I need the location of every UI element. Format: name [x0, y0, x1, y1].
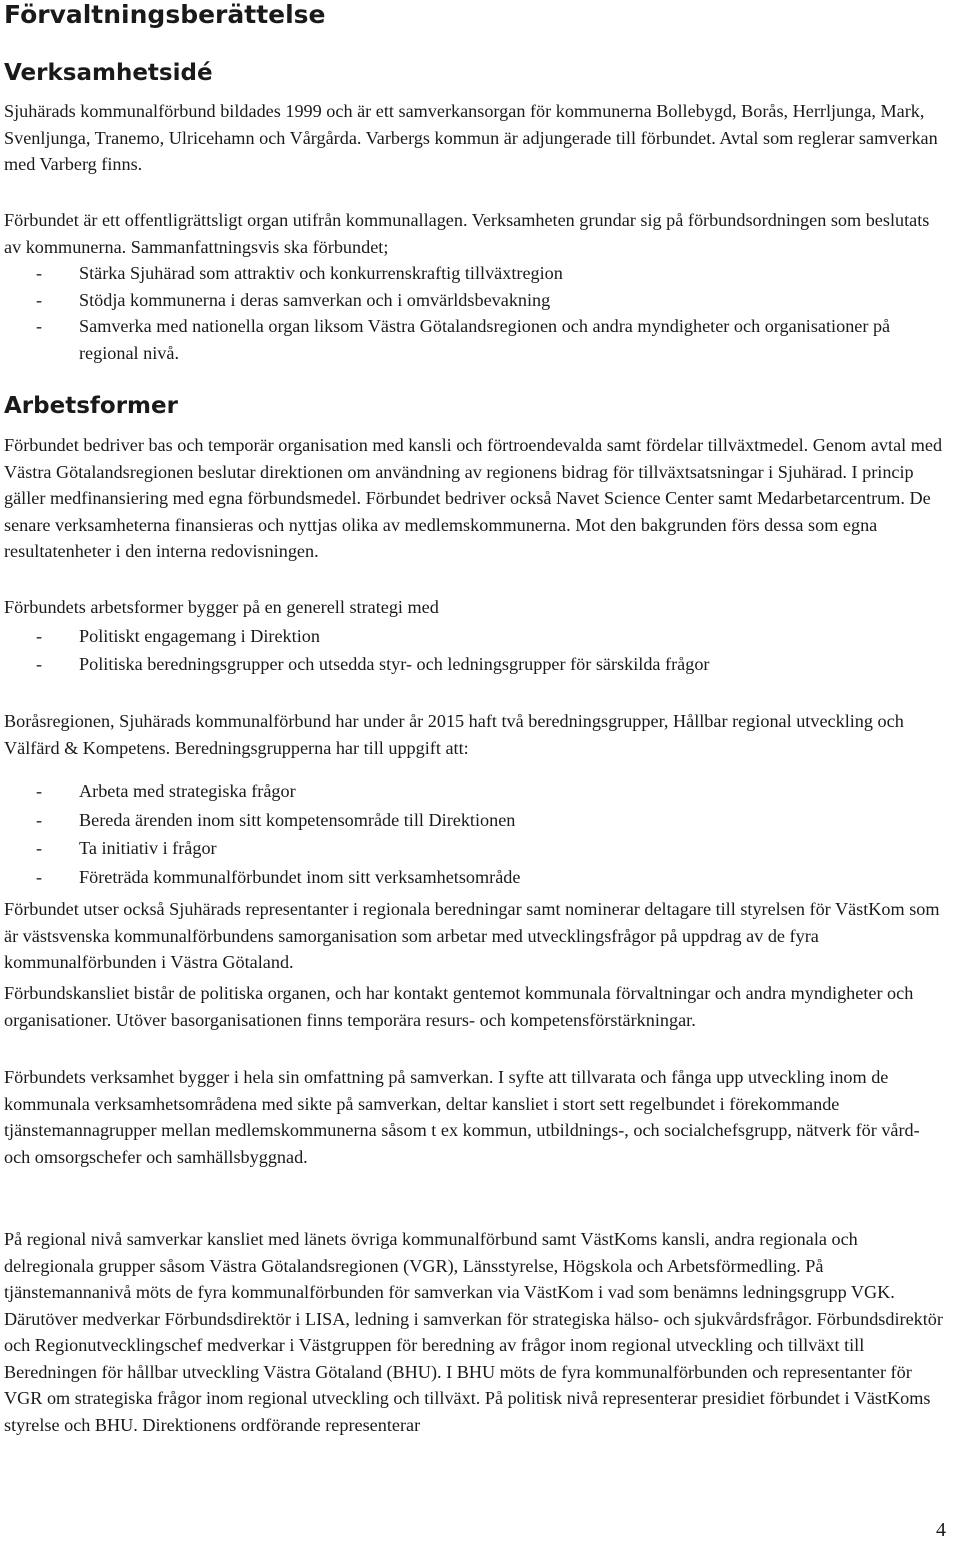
list-item: - Samverka med nationella organ liksom Västra Götalandsregionen och andra myndigheter och organisationer på regional nivå.	[36, 316, 891, 363]
list-item: - Arbeta med strategiska frågor	[36, 781, 296, 801]
paragraph: Förbundet bedriver bas och temporär organisation med kansli och förtroendevalda samt fördelar tillväxtmedel. Genom avtal med Västra Götalandsregionen beslutar direktionen om användning av regionens bidrag för tillväxtsatsningar i Sjuhärad. I princip gäller medfinansiering med egna förbundsmedel. Förbundet bedriver också Navet Science Center samt Medarbetarcentrum. De senare verksamheterna finansieras och nyttjas olika av medlemskommunerna. Mot den bakgrunden förs dessa som egna resultatenheter i den interna redovisningen.	[4, 435, 943, 561]
arbetsformer-p4	[4, 896, 948, 976]
list-item: - Stödja kommunerna i deras samverkan och i omvärldsbevakning	[36, 289, 551, 310]
list-item: - Bereda ärenden inom sitt kompetensområde till Direktionen	[36, 809, 516, 830]
arbetsformer-list2	[4, 778, 948, 890]
list-item: - Företräda kommunalförbundet inom sitt verksamhetsområde	[36, 866, 521, 887]
paragraph: Förbundets arbetsformer bygger på en generell strategi med	[4, 597, 439, 617]
heading-arbetsformer: Arbetsformer	[4, 393, 178, 419]
paragraph: Förbundets verksamhet bygger i hela sin omfattning på samverkan. I syfte att tillvarata och fånga upp utveckling inom de kommunala verksamhetsområdena med sikte på samverkan, deltar kansliet i stort sett regelbundet i förekommande tjänstemannagrupper mellan medlemskommunerna såsom t ex kommun, utbildnings-, och socialchefsgrupp, nätverk för vård- och omsorgschefer och samhällsbyggnad.	[4, 1067, 920, 1167]
list-item: - Politiskt engagemang i Direktion	[36, 625, 320, 646]
arbetsformer-p2-block	[4, 594, 948, 678]
page-number: 4	[936, 1519, 946, 1541]
list-item: - Politiska beredningsgrupper och utsedda styr- och ledningsgrupper för särskilda frågor	[36, 654, 710, 674]
arbetsformer-p3	[4, 708, 948, 761]
paragraph: Förbundskansliet bistår de politiska organen, och har kontakt gentemot kommunala förvaltningar och andra myndigheter och organisationer. Utöver basorganisationen finns temporära resurs- och kompetensförstärkningar.	[4, 983, 914, 1030]
verksamhetside-p2-block	[4, 207, 948, 366]
paragraph: Förbundet utser också Sjuhärads representanter i regionala beredningar samt nominerar deltagare till styrelsen för VästKom som är västsvenska kommunalförbundens samorganisation som arbetar med utvecklingsfrågor på uppdrag av de fyra kommunalförbunden i Västra Götaland.	[4, 899, 940, 972]
heading-verksamhetside: Verksamhetsidé	[4, 60, 213, 86]
page-title: Förvaltningsberättelse	[4, 0, 326, 29]
verksamhetside-p1	[4, 98, 948, 178]
list-item: - Stärka Sjuhärad som attraktiv och konkurrenskraftig tillväxtregion	[36, 263, 563, 283]
list-item: - Ta initiativ i frågor	[36, 838, 217, 858]
paragraph: På regional nivå samverkar kansliet med länets övriga kommunalförbund samt VästKoms kansli, andra regionala och delregionala grupper såsom Västra Götalandsregionen (VGR), Länsstyrelse, Högskola och Arbetsförmedling. På tjänstemannanivå möts de fyra kommunalförbunden för samverkan via VästKom i vad som benämns ledningsgrupp VGK. Därutöver medverkar Förbundsdirektör i LISA, ledning i samverkan för strategiska hälso- och sjukvårdsfrågor. Förbundsdirektör och Regionutvecklingschef medverkar i Västgruppen för beredning av frågor inom regional utveckling och tillväxt till Beredningen för hållbar utveckling Västra Götaland (BHU). I BHU möts de fyra kommunalförbunden och representanter för VGR om strategiska frågor inom regional utveckling och tillväxt. På politisk nivå representerar presidiet förbundet i VästKoms styrelse och BHU. Direktionens ordförande representerar	[4, 1229, 943, 1435]
arbetsformer-p1	[4, 432, 948, 565]
arbetsformer-p7	[4, 1226, 948, 1438]
arbetsformer-p6	[4, 1064, 948, 1170]
arbetsformer-p5	[4, 980, 948, 1033]
paragraph: Förbundet är ett offentligrättsligt organ utifrån kommunallagen. Verksamheten grundar sig på förbundsordningen som beslutats av kommunerna. Sammanfattningsvis ska förbundet;	[4, 210, 930, 257]
paragraph: Boråsregionen, Sjuhärads kommunalförbund har under år 2015 haft två beredningsgrupper, Hållbar regional utveckling och Välfärd & Kompetens. Beredningsgrupperna har till uppgift att:	[4, 711, 904, 758]
paragraph: Sjuhärads kommunalförbund bildades 1999 och är ett samverkansorgan för kommunerna Bollebygd, Borås, Herrljunga, Mark, Svenljunga, Tranemo, Ulricehamn och Vårgårda. Varbergs kommun är adjungerade till förbundet. Avtal som reglerar samverkan med Varberg finns.	[4, 101, 938, 174]
